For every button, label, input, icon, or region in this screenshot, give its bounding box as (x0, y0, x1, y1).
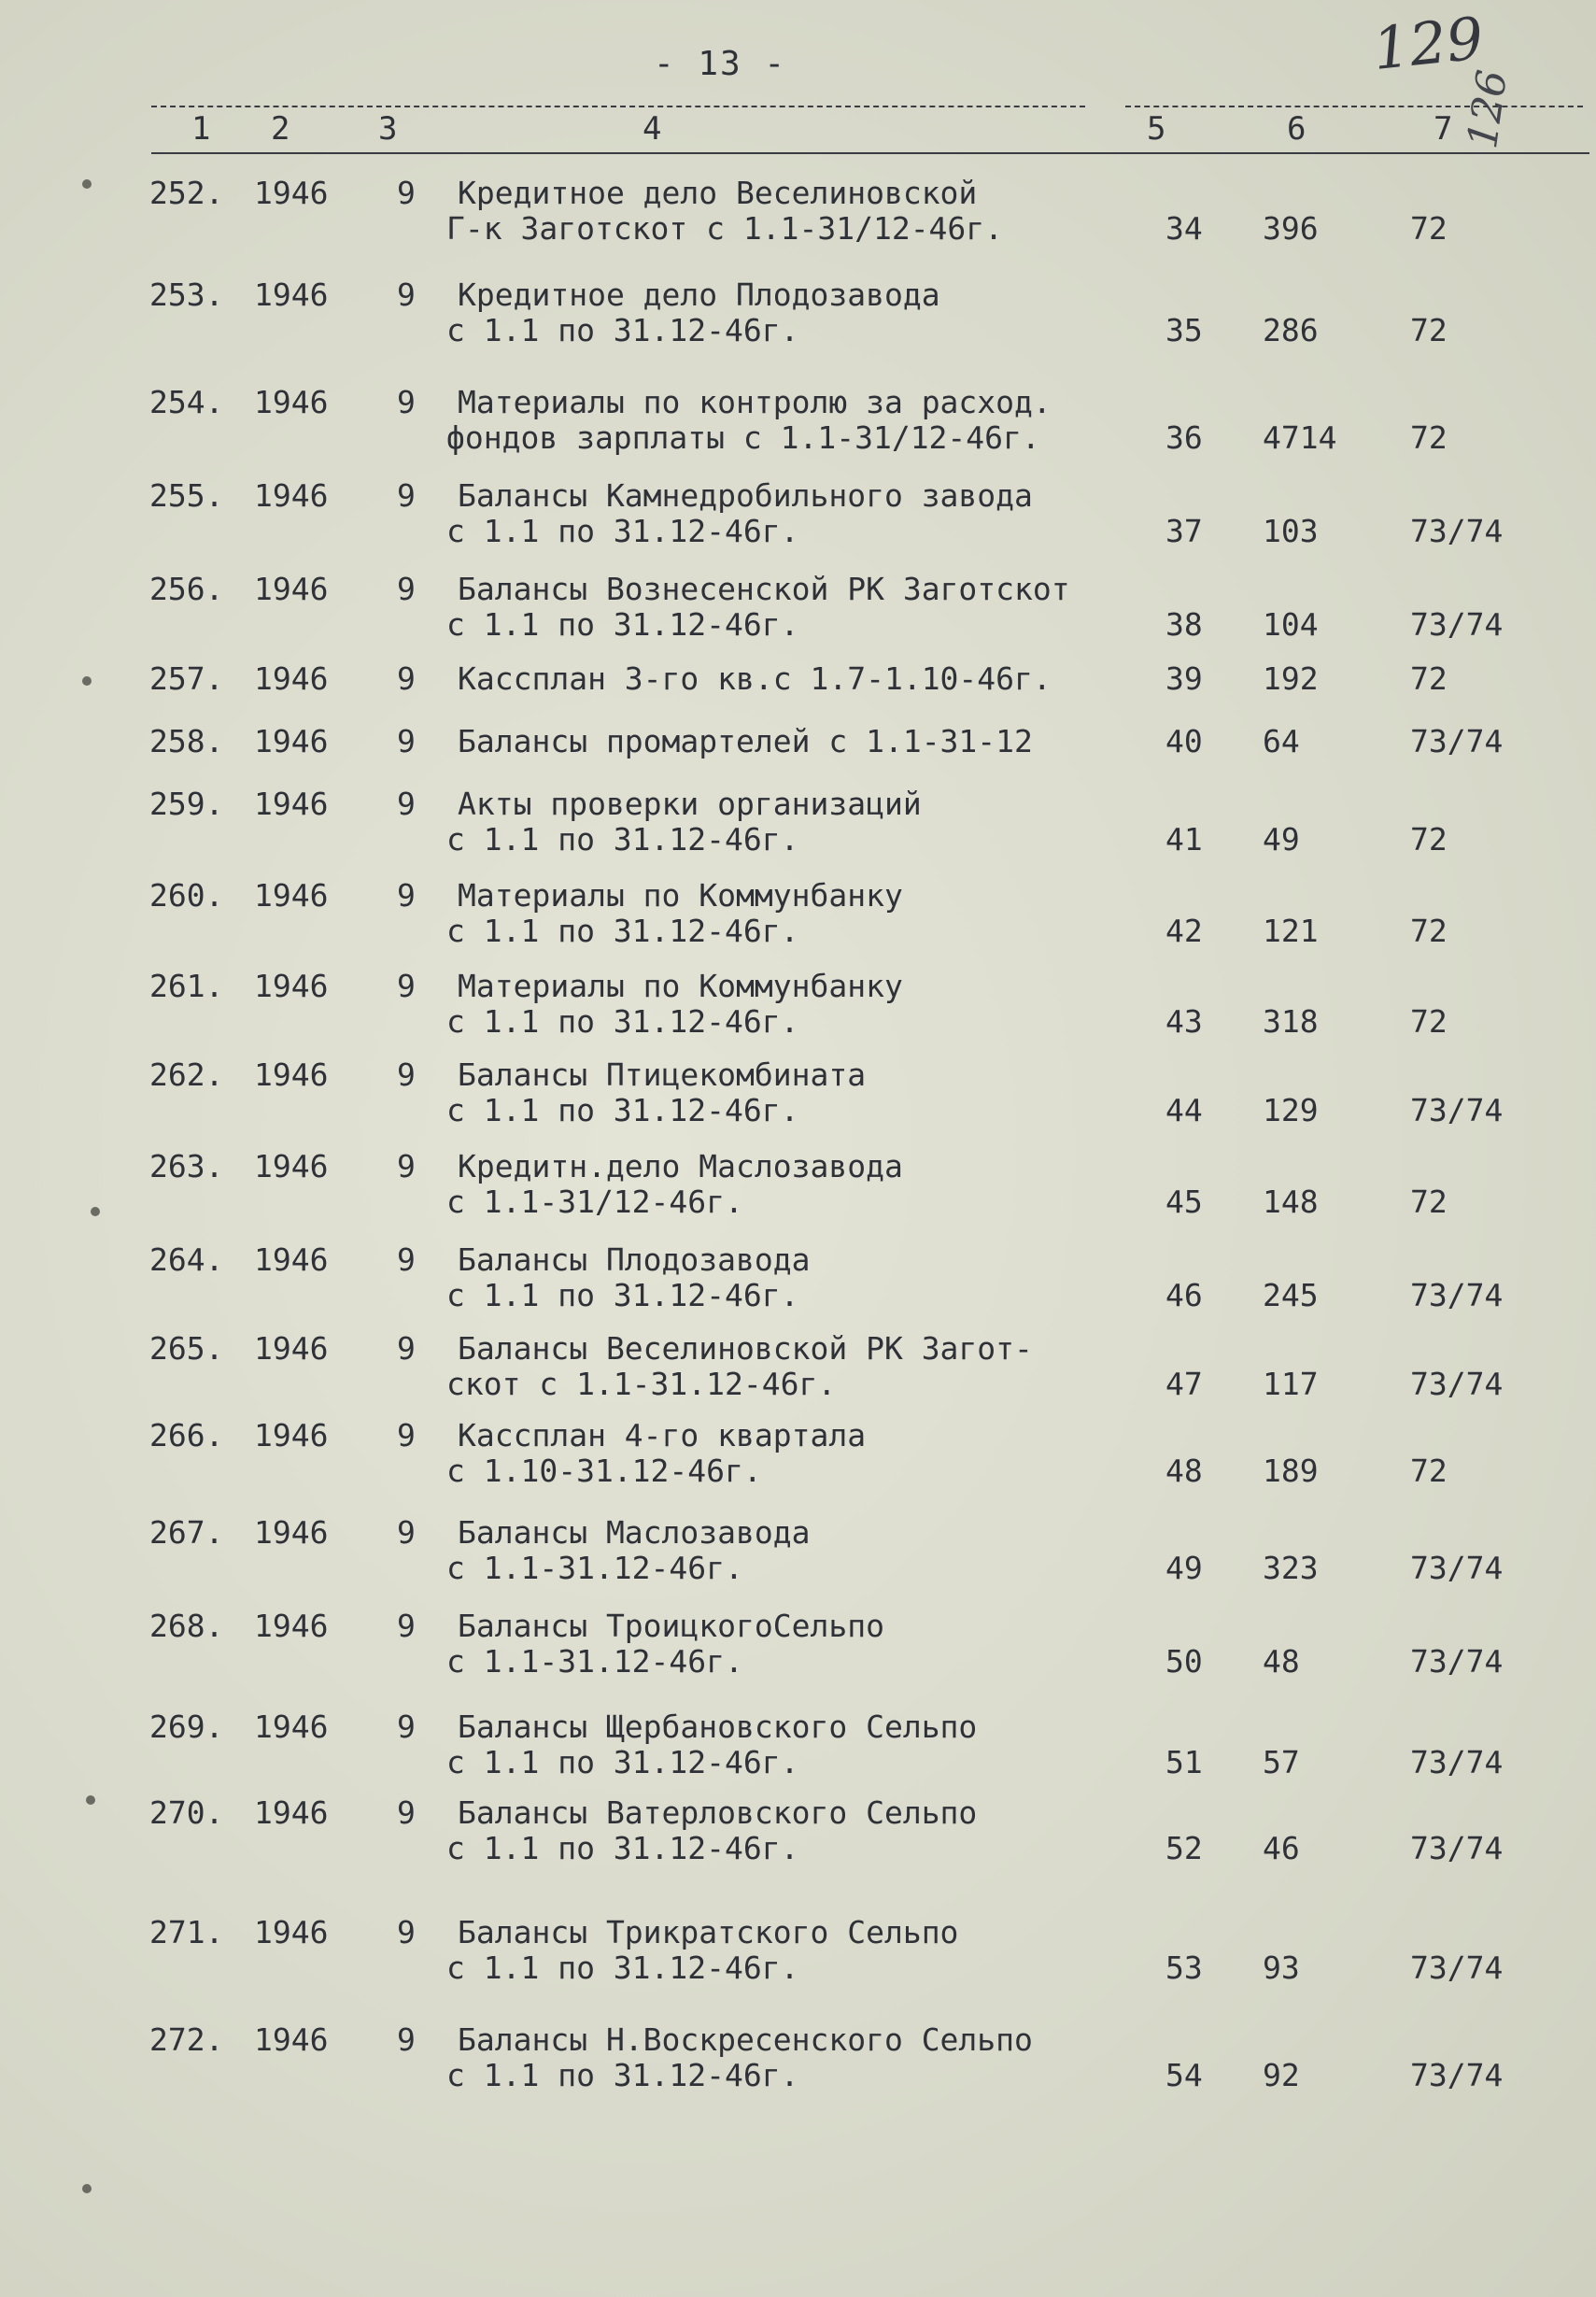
table-row (0, 478, 1596, 553)
row-archive-number: 40 (1165, 723, 1203, 759)
row-year: 1946 (254, 1241, 329, 1278)
row-page-count: 46 (1263, 1830, 1300, 1866)
row-title-line: Балансы Камнедробильного завода (458, 477, 1033, 514)
row-page-count: 323 (1263, 1550, 1319, 1586)
row-shelf: 72 (1410, 913, 1448, 949)
row-number: 265. (149, 1330, 224, 1367)
row-page-count: 189 (1263, 1453, 1319, 1489)
row-title-line: Кассплан 3-го кв.с 1.7-1.10-46г. (458, 660, 1052, 697)
row-inventory: 9 (397, 477, 416, 514)
row-number: 272. (149, 2021, 224, 2058)
row-title-line: Балансы Птицекомбината (458, 1056, 867, 1093)
row-shelf: 72 (1410, 1184, 1448, 1220)
row-number: 260. (149, 877, 224, 914)
row-year: 1946 (254, 877, 329, 914)
row-number: 253. (149, 276, 224, 313)
row-title-line: Балансы Вознесенской РК Заготскот (458, 571, 1070, 607)
row-year: 1946 (254, 1514, 329, 1551)
row-page-count: 192 (1263, 660, 1319, 697)
row-inventory: 9 (397, 1709, 416, 1745)
row-page-count: 49 (1263, 821, 1300, 858)
row-title-line: фондов зарплаты с 1.1-31/12-46г. (446, 419, 1040, 456)
row-title-line: скот с 1.1-31.12-46г. (446, 1366, 837, 1402)
table-row (0, 1915, 1596, 1990)
table-row (0, 787, 1596, 861)
row-shelf: 72 (1410, 312, 1448, 348)
table-row (0, 969, 1596, 1043)
row-number: 269. (149, 1709, 224, 1745)
row-title-line: с 1.1 по 31.12-46г. (446, 821, 799, 858)
row-number: 266. (149, 1417, 224, 1453)
row-inventory: 9 (397, 1417, 416, 1453)
table-row (0, 385, 1596, 460)
punch-hole-mark (86, 1795, 95, 1805)
row-title-line: с 1.1 по 31.12-46г. (446, 2057, 799, 2093)
table-row (0, 1609, 1596, 1683)
row-archive-number: 41 (1165, 821, 1203, 858)
row-year: 1946 (254, 1148, 329, 1184)
row-inventory: 9 (397, 877, 416, 914)
row-archive-number: 46 (1165, 1277, 1203, 1313)
row-archive-number: 51 (1165, 1744, 1203, 1780)
header-rule-right (1125, 106, 1583, 107)
row-inventory: 9 (397, 175, 416, 211)
row-title-line: Г-к Заготскот с 1.1-31/12-46г. (446, 210, 1004, 247)
row-page-count: 396 (1263, 210, 1319, 247)
table-row (0, 2022, 1596, 2097)
row-shelf: 73/74 (1410, 1092, 1504, 1128)
row-shelf: 72 (1410, 1453, 1448, 1489)
row-title-line: с 1.1 по 31.12-46г. (446, 513, 799, 549)
row-number: 267. (149, 1514, 224, 1551)
row-shelf: 73/74 (1410, 1950, 1504, 1986)
row-inventory: 9 (397, 1914, 416, 1950)
row-shelf: 73/74 (1410, 2057, 1504, 2093)
column-header-6: 6 (1287, 110, 1306, 148)
row-year: 1946 (254, 1417, 329, 1453)
table-row (0, 1331, 1596, 1406)
old-sheet-number: 126 (1459, 66, 1518, 152)
row-title-line: Балансы Ватерловского Сельпо (458, 1794, 978, 1831)
row-shelf: 73/74 (1410, 1744, 1504, 1780)
header-rule-left (151, 106, 1085, 107)
row-title-line: Кредитное дело Веселиновской (458, 175, 978, 211)
row-shelf: 73/74 (1410, 513, 1504, 549)
row-inventory: 9 (397, 384, 416, 420)
row-archive-number: 39 (1165, 660, 1203, 697)
row-archive-number: 50 (1165, 1643, 1203, 1680)
row-title-line: Балансы Трикратского Сельпо (458, 1914, 959, 1950)
row-archive-number: 36 (1165, 419, 1203, 456)
row-year: 1946 (254, 1709, 329, 1745)
row-archive-number: 53 (1165, 1950, 1203, 1986)
table-row (0, 1709, 1596, 1784)
header-underline (151, 152, 1589, 154)
table-row (0, 572, 1596, 646)
row-archive-number: 45 (1165, 1184, 1203, 1220)
column-header-1: 1 (191, 110, 211, 148)
row-inventory: 9 (397, 1241, 416, 1278)
row-page-count: 57 (1263, 1744, 1300, 1780)
row-title-line: Материалы по Коммунбанку (458, 968, 903, 1004)
punch-hole-mark (82, 676, 92, 686)
row-number: 268. (149, 1608, 224, 1644)
table-row (0, 1242, 1596, 1317)
row-archive-number: 38 (1165, 606, 1203, 643)
row-title-line: с 1.1 по 31.12-46г. (446, 913, 799, 949)
table-row (0, 1149, 1596, 1224)
row-archive-number: 49 (1165, 1550, 1203, 1586)
row-number: 263. (149, 1148, 224, 1184)
row-title-line: с 1.1-31.12-46г. (446, 1550, 743, 1586)
row-number: 259. (149, 786, 224, 822)
table-row (0, 878, 1596, 953)
row-shelf: 73/74 (1410, 1550, 1504, 1586)
table-row (0, 176, 1596, 250)
row-year: 1946 (254, 571, 329, 607)
row-inventory: 9 (397, 1514, 416, 1551)
row-page-count: 117 (1263, 1366, 1319, 1402)
row-title-line: с 1.1 по 31.12-46г. (446, 1003, 799, 1040)
row-title-line: Балансы Маслозавода (458, 1514, 811, 1551)
row-inventory: 9 (397, 723, 416, 759)
column-header-7: 7 (1434, 110, 1453, 148)
table-row (0, 1418, 1596, 1493)
table-row (0, 1795, 1596, 1870)
row-title-line: с 1.10-31.12-46г. (446, 1453, 762, 1489)
row-shelf: 73/74 (1410, 606, 1504, 643)
row-inventory: 9 (397, 1794, 416, 1831)
row-title-line: с 1.1-31/12-46г. (446, 1184, 743, 1220)
row-number: 261. (149, 968, 224, 1004)
row-year: 1946 (254, 276, 329, 313)
row-inventory: 9 (397, 1148, 416, 1184)
row-archive-number: 44 (1165, 1092, 1203, 1128)
row-page-count: 286 (1263, 312, 1319, 348)
row-archive-number: 35 (1165, 312, 1203, 348)
row-title-line: с 1.1 по 31.12-46г. (446, 1744, 799, 1780)
table-row (0, 277, 1596, 352)
row-year: 1946 (254, 1056, 329, 1093)
row-archive-number: 37 (1165, 513, 1203, 549)
row-title-line: с 1.1 по 31.12-46г. (446, 606, 799, 643)
row-shelf: 72 (1410, 821, 1448, 858)
row-inventory: 9 (397, 660, 416, 697)
table-row (0, 1515, 1596, 1590)
row-page-count: 121 (1263, 913, 1319, 949)
row-year: 1946 (254, 477, 329, 514)
row-year: 1946 (254, 723, 329, 759)
row-shelf: 73/74 (1410, 1366, 1504, 1402)
row-title-line: Балансы Веселиновской РК Загот- (458, 1330, 1033, 1367)
row-page-count: 148 (1263, 1184, 1319, 1220)
punch-hole-mark (82, 2184, 92, 2193)
row-title-line: с 1.1 по 31.12-46г. (446, 312, 799, 348)
row-title-line: Балансы промартелей с 1.1-31-12 (458, 723, 1033, 759)
punch-hole-mark (82, 179, 92, 189)
row-title-line: Материалы по Коммунбанку (458, 877, 903, 914)
row-title-line: Балансы Плодозавода (458, 1241, 811, 1278)
row-year: 1946 (254, 2021, 329, 2058)
row-number: 270. (149, 1794, 224, 1831)
row-shelf: 73/74 (1410, 723, 1504, 759)
row-title-line: Акты проверки организаций (458, 786, 922, 822)
column-header-5: 5 (1147, 110, 1166, 148)
archive-sheet-number: 129 (1369, 4, 1487, 83)
row-shelf: 72 (1410, 210, 1448, 247)
row-title-line: Балансы ТроицкогоСельпо (458, 1608, 884, 1644)
row-archive-number: 52 (1165, 1830, 1203, 1866)
row-page-count: 92 (1263, 2057, 1300, 2093)
column-header-2: 2 (271, 110, 290, 148)
row-archive-number: 42 (1165, 913, 1203, 949)
row-page-count: 104 (1263, 606, 1319, 643)
row-inventory: 9 (397, 968, 416, 1004)
row-year: 1946 (254, 1608, 329, 1644)
row-shelf: 72 (1410, 1003, 1448, 1040)
row-inventory: 9 (397, 571, 416, 607)
row-shelf: 72 (1410, 660, 1448, 697)
row-page-count: 318 (1263, 1003, 1319, 1040)
row-inventory: 9 (397, 1608, 416, 1644)
row-year: 1946 (254, 660, 329, 697)
row-archive-number: 54 (1165, 2057, 1203, 2093)
row-page-count: 4714 (1263, 419, 1337, 456)
row-number: 262. (149, 1056, 224, 1093)
row-inventory: 9 (397, 2021, 416, 2058)
row-year: 1946 (254, 384, 329, 420)
row-year: 1946 (254, 786, 329, 822)
row-number: 255. (149, 477, 224, 514)
row-title-line: Кредитн.дело Маслозавода (458, 1148, 903, 1184)
row-page-count: 245 (1263, 1277, 1319, 1313)
row-number: 264. (149, 1241, 224, 1278)
row-archive-number: 48 (1165, 1453, 1203, 1489)
row-title-line: с 1.1 по 31.12-46г. (446, 1092, 799, 1128)
row-page-count: 64 (1263, 723, 1300, 759)
row-number: 252. (149, 175, 224, 211)
column-header-4: 4 (643, 110, 662, 148)
row-year: 1946 (254, 1330, 329, 1367)
row-number: 257. (149, 660, 224, 697)
row-year: 1946 (254, 1914, 329, 1950)
row-title-line: Балансы Н.Воскресенского Сельпо (458, 2021, 1033, 2058)
column-header-3: 3 (378, 110, 398, 148)
row-shelf: 73/74 (1410, 1830, 1504, 1866)
row-year: 1946 (254, 968, 329, 1004)
row-shelf: 73/74 (1410, 1277, 1504, 1313)
row-archive-number: 34 (1165, 210, 1203, 247)
row-year: 1946 (254, 175, 329, 211)
table-row (0, 1057, 1596, 1132)
row-title-line: с 1.1-31.12-46г. (446, 1643, 743, 1680)
row-page-count: 93 (1263, 1950, 1300, 1986)
row-year: 1946 (254, 1794, 329, 1831)
punch-hole-mark (91, 1207, 100, 1216)
row-inventory: 9 (397, 1330, 416, 1367)
row-page-count: 129 (1263, 1092, 1319, 1128)
row-title-line: Материалы по контролю за расход. (458, 384, 1052, 420)
row-shelf: 73/74 (1410, 1643, 1504, 1680)
row-inventory: 9 (397, 1056, 416, 1093)
row-number: 271. (149, 1914, 224, 1950)
row-title-line: Кассплан 4-го квартала (458, 1417, 867, 1453)
row-title-line: Кредитное дело Плодозавода (458, 276, 940, 313)
page-number: - 13 - (654, 45, 787, 83)
row-title-line: с 1.1 по 31.12-46г. (446, 1830, 799, 1866)
row-title-line: с 1.1 по 31.12-46г. (446, 1277, 799, 1313)
row-number: 258. (149, 723, 224, 759)
row-number: 256. (149, 571, 224, 607)
row-shelf: 72 (1410, 419, 1448, 456)
row-page-count: 48 (1263, 1643, 1300, 1680)
row-page-count: 103 (1263, 513, 1319, 549)
row-number: 254. (149, 384, 224, 420)
row-title-line: с 1.1 по 31.12-46г. (446, 1950, 799, 1986)
row-inventory: 9 (397, 786, 416, 822)
row-archive-number: 47 (1165, 1366, 1203, 1402)
row-inventory: 9 (397, 276, 416, 313)
row-title-line: Балансы Щербановского Сельпо (458, 1709, 978, 1745)
row-archive-number: 43 (1165, 1003, 1203, 1040)
